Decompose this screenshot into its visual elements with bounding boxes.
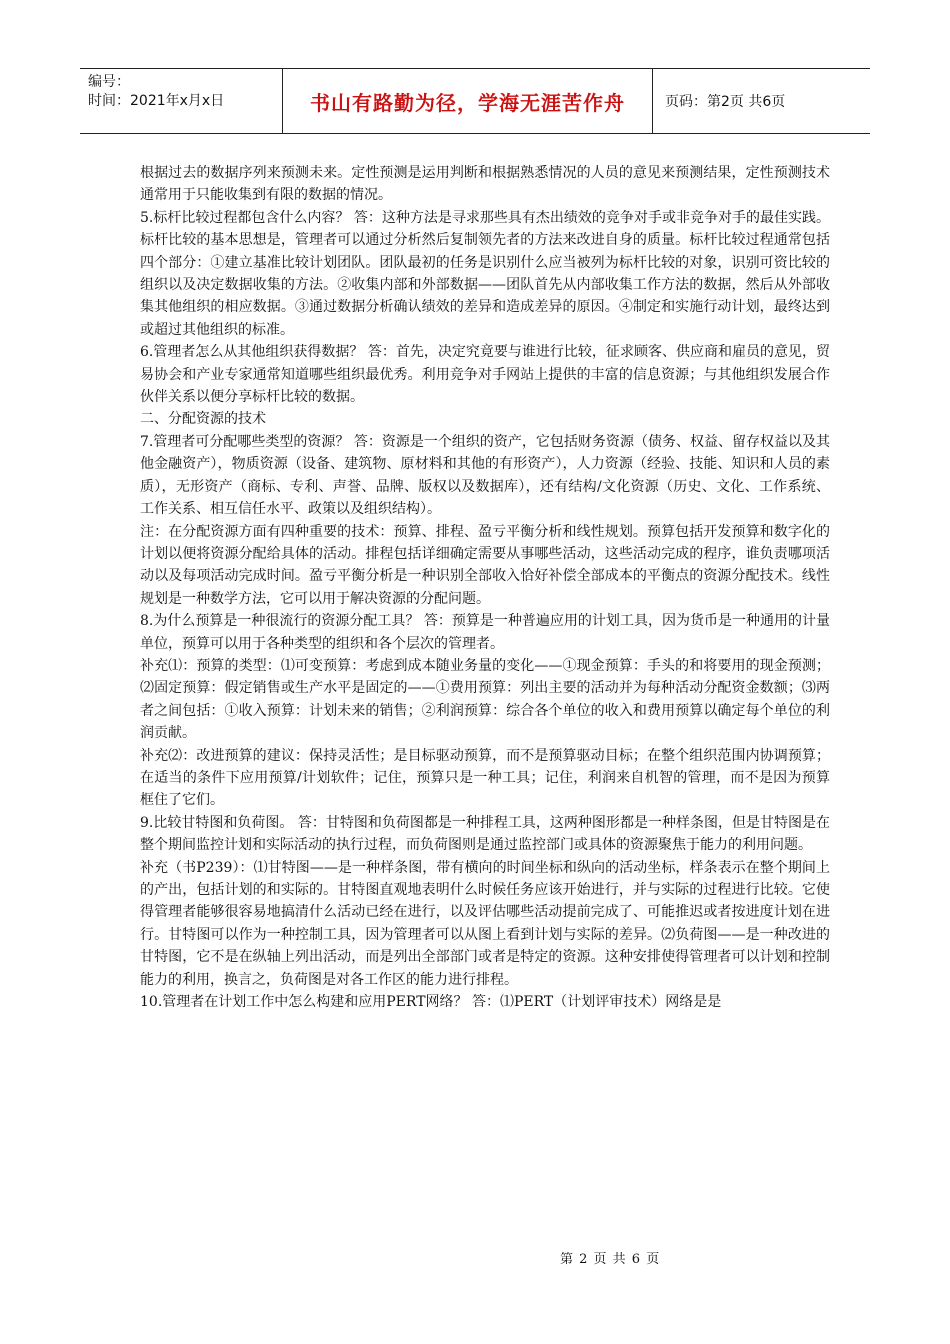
document-time-label: 时间：2021年x月x日 [88,93,225,109]
paragraph: 8.为什么预算是一种很流行的资源分配工具？ 答：预算是一种普遍应用的计划工具，因为货币是一种通用的计量单位，预算可以用于各种类型的组织和各个层次的管理者。 [140,613,830,652]
paragraph: 注：在分配资源方面有四种重要的技术：预算、排程、盈亏平衡分析和线性规划。预算包括开发预算和数字化的计划以便将资源分配给具体的活动。排程包括详细确定需要从事哪些活动，这些活动完成的程序，谁负责哪项活动以及每项活动完成时间。盈亏平衡分析是一种识别全部收入恰好补偿全部成本的平衡点的资源分配技术。线性规划是一种数学方法，它可以用于解决资源的分配问题。 [140,523,830,607]
document-number-label: 编号： [88,74,130,90]
header-meta [80,69,283,133]
header-motto: 书山有路勤为径，学海无涯苦作舟 [283,69,653,133]
paragraph: 6.管理者怎么从其他组织获得数据？ 答：首先，决定究竟要与谁进行比较，征求顾客、供应商和雇员的意见，贸易协会和产业专家通常知道哪些组织最优秀。利用竞争对手网站上提供的丰富的信息资源；与其他组织发展合作伙伴关系以便分享标杆比较的数据。 [140,344,830,406]
paragraph: 根据过去的数据序列来预测未来。定性预测是运用判断和根据熟悉情况的人员的意见来预测结果，定性预测技术通常用于只能收集到有限的数据的情况。 [140,165,830,204]
paragraph: 补充（书P239）：⑴甘特图——是一种样条图，带有横向的时间坐标和纵向的活动坐标，样条表示在整个期间上的产出，包括计划的和实际的。甘特图直观地表明什么时候任务应该开始进行，并与实际的过程进行比较。它使得管理者能够很容易地搞清什么活动已经在进行，以及评估哪些活动提前完成了、可能推迟或者按进度计划在进行。甘特图可以作为一种控制工具，因为管理者可以从图上看到计划与实际的差异。⑵负荷图——是一种改进的甘特图，它不是在纵轴上列出活动，而是列出全部部门或者是特定的资源。这种安排使得管理者可以计划和控制能力的利用，换言之，负荷图是对各工作区的能力进行排程。 [140,859,830,988]
section-heading: 二、分配资源的技术 [140,411,266,428]
paragraph: 10.管理者在计划工作中怎么构建和应用PERT网络？ 答：⑴PERT（计划评审技术）网络是是 [140,994,722,1011]
paragraph: 5.标杆比较过程都包含什么内容？ 答：这种方法是寻求那些具有杰出绩效的竞争对手或非竞争对手的最佳实践。标杆比较的基本思想是，管理者可以通过分析然后复制领先者的方法来改进自身的质量。标杆比较过程通常包括四个部分：①建立基准比较计划团队。团队最初的任务是识别什么应当被列为标杆比较的对象，识别可资比较的组织以及决定数据收集的方法。②收集内部和外部数据——团队首先从内部收集工作方法的数据，然后从外部收集其他组织的相应数据。③通过数据分析确认绩效的差异和造成差异的原因。④制定和实施行动计划，最终达到或超过其他组织的标准。 [140,209,830,338]
page-footer: 第 2 页 共 6 页 [560,1252,661,1267]
paragraph: 7.管理者可分配哪些类型的资源？ 答：资源是一个组织的资产，它包括财务资源（债务、权益、留存权益以及其他金融资产），物质资源（设备、建筑物、原材料和其他的有形资产），人力资源（经验、技能、知识和人员的素质），无形资产（商标、专利、声誉、品牌、版权以及数据库），还有结构/文化资源（历史、文化、工作系统、工作关系、相互信任水平、政策以及组织结构）。 [140,433,830,518]
paragraph: 补充⑵：改进预算的建议：保持灵活性；是目标驱动预算，而不是预算驱动目标；在整个组织范围内协调预算；在适当的条件下应用预算/计划软件；记住，预算只是一种工具；记住，利润来自机智的管理，而不是因为预算框住了它们。 [140,747,830,809]
header-page-label: 页码：第2页 共6页 [665,94,786,110]
paragraph: 9.比较甘特图和负荷图。 答：甘特图和负荷图都是一种排程工具，这两种图形都是一种样条图，但是甘特图是在整个期间监控计划和实际活动的执行过程，而负荷图则是通过监控部门或具体的资源聚焦于能力的利用问题。 [140,814,830,854]
paragraph: 补充⑴：预算的类型：⑴可变预算：考虑到成本随业务量的变化——①现金预算：手头的和将要用的现金预测；⑵固定预算：假定销售或生产水平是固定的——①费用预算：列出主要的活动并为每种活动分配资金数额；⑶两者之间包括：①收入预算：计划未来的销售；②利润预算：综合各个单位的收入和费用预算以确定每个单位的利润贡献。 [140,657,830,742]
page-header [80,68,870,134]
document-body [140,162,830,1013]
